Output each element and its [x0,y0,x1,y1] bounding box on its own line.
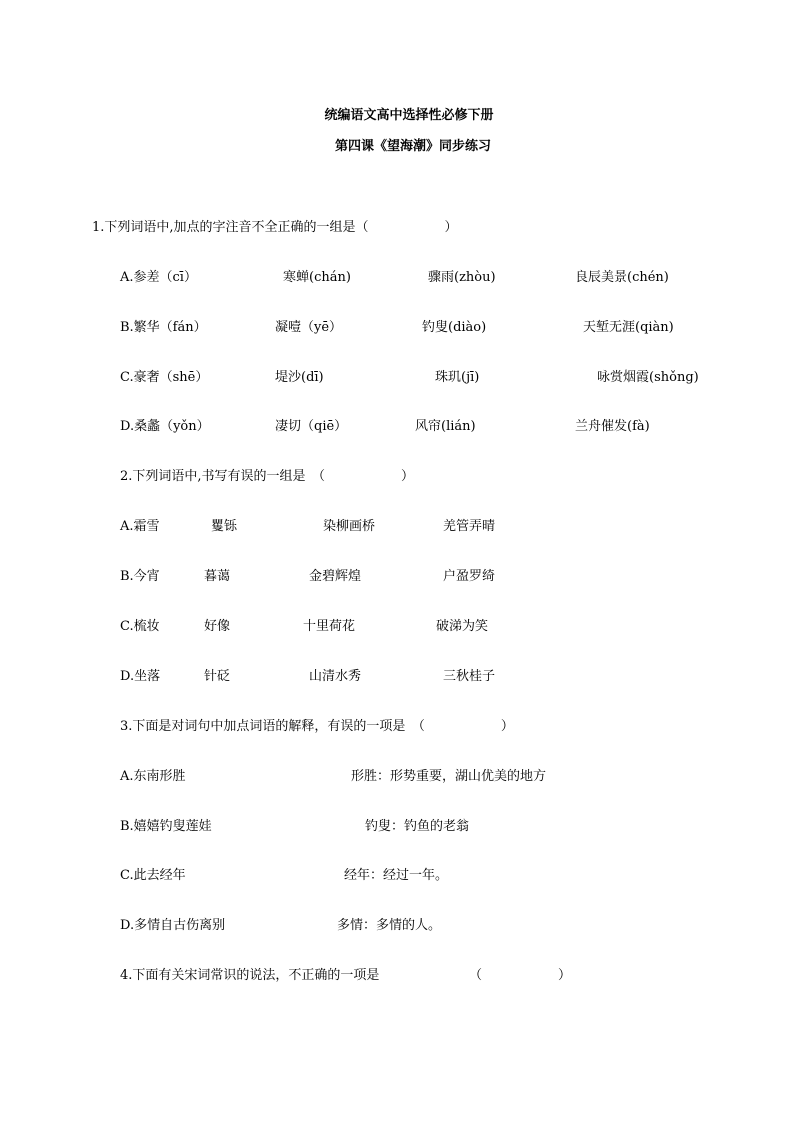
question-1-stem: 1.下列词语中,加点的字注音不全正确的一组是（ [92,220,369,235]
q3-option-d-phrase: D.多情自古伤离别 [120,918,226,933]
lesson-subtitle: 第四课《望海潮》同步练习 [334,139,491,154]
q2-option-b-item-4: 户盈罗绮 [443,569,496,584]
q1-option-c-item-3: 珠玑(jī) [435,370,480,385]
q2-option-d-item-4: 三秋桂子 [443,669,496,684]
q3-option-a-explanation: 形胜：形势重要，湖山优美的地方 [351,769,547,784]
q2-option-c-item-2: 好像 [204,619,231,634]
q2-option-c-item-1: C.梳妆 [120,619,160,634]
q2-option-a-item-1: A.霜雪 [120,519,160,534]
q2-option-a-item-4: 羌管弄晴 [443,519,496,534]
q2-option-a-item-3: 染柳画桥 [323,519,376,534]
question-3 [120,715,514,734]
question-2-close: ） [401,469,415,484]
question-1 [92,216,458,235]
q3-option-b-phrase: B.嬉嬉钓叟莲娃 [120,819,212,834]
q1-option-a-item-4: 良辰美景(chén) [575,270,669,285]
q1-option-d-item-4: 兰舟催发(fà) [575,419,650,434]
q3-option-c-phrase: C.此去经年 [120,868,186,883]
q1-option-d-item-2: 凄切（qiē） [275,419,348,434]
q2-option-b-item-2: 暮蔼 [204,569,231,584]
q1-option-a-item-1: A.参差（cī） [120,270,197,285]
question-4-stem: 4.下面有关宋词常识的说法，不正确的一项是 [120,968,380,983]
q1-option-d-item-1: D.桑蠡（yǒn） [120,419,210,434]
q2-option-d-item-1: D.坐落 [120,669,161,684]
q2-option-d-item-3: 山清水秀 [309,669,362,684]
q2-option-b-item-3: 金碧辉煌 [309,569,362,584]
q1-option-a-item-2: 寒蝉(chán) [283,270,351,285]
q1-option-b-item-1: B.繁华（fán） [120,320,207,335]
q2-option-a-item-2: 矍铄 [211,519,238,534]
question-4-answer-bracket: （ ） [469,968,572,983]
q1-option-c-item-4: 咏赏烟霞(shǒng) [597,370,699,385]
q3-option-a-phrase: A.东南形胜 [120,769,186,784]
question-2 [120,465,414,484]
q1-option-c-item-2: 堤沙(dī) [275,370,324,385]
q3-option-d-explanation: 多情：多情的人。 [337,918,442,933]
document-title: 统编语文高中选择性必修下册 [324,108,494,123]
q2-option-c-item-3: 十里荷花 [303,619,356,634]
q1-option-b-item-2: 凝噎（yē） [275,320,343,335]
q1-option-c-item-1: C.豪奢（shē） [120,370,209,385]
q1-option-b-item-4: 天堑无涯(qiàn) [583,320,674,335]
q3-option-c-explanation: 经年：经过一年。 [344,868,449,883]
q1-option-b-item-3: 钓叟(diào) [422,320,487,335]
question-3-stem: 3.下面是对词句中加点词语的解释，有误的一项是 （ [120,719,425,734]
question-1-close: ） [444,220,458,235]
q1-option-a-item-3: 骤雨(zhòu) [428,270,496,285]
question-4 [120,964,379,983]
q2-option-c-item-4: 破涕为笑 [436,619,489,634]
question-2-stem: 2.下列词语中,书写有误的一组是 （ [120,469,326,484]
question-3-close: ） [500,719,514,734]
q2-option-b-item-1: B.今宵 [120,569,160,584]
q2-option-d-item-2: 针砭 [204,669,231,684]
q3-option-b-explanation: 钓叟：钓鱼的老翁 [365,819,470,834]
q1-option-d-item-3: 风帘(lián) [415,419,476,434]
